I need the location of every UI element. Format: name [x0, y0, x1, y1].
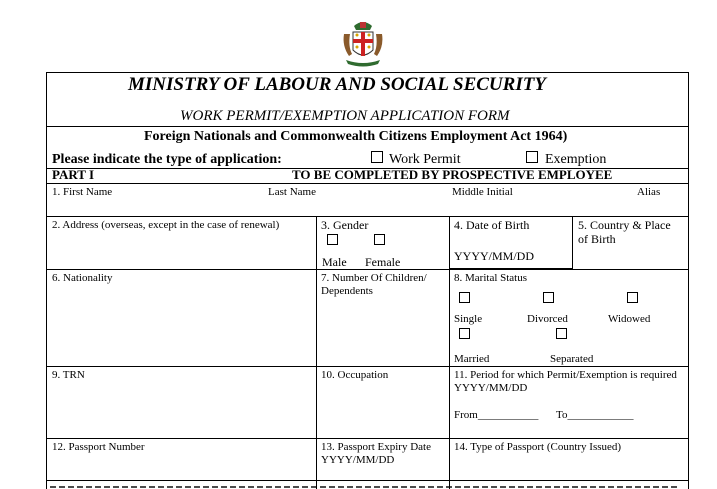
form-title: WORK PERMIT/EXEMPTION APPLICATION FORM	[180, 108, 510, 124]
gender-label: 3. Gender	[321, 218, 369, 232]
widowed-label: Widowed	[608, 313, 651, 325]
married-checkbox[interactable]	[459, 328, 470, 339]
period-to[interactable]: To____________	[556, 409, 634, 421]
dob-format: YYYY/MM/DD	[454, 249, 535, 263]
married-label: Married	[454, 353, 490, 365]
single-label: Single	[454, 313, 483, 325]
application-type-prompt: Please indicate the type of application:	[52, 152, 282, 167]
address-label: 2. Address (overseas, except in the case of renewal)	[52, 219, 280, 231]
trn-label: 9. TRN	[52, 369, 85, 381]
act-title: Foreign Nationals and Commonwealth Citizens Employment Act 1964)	[144, 129, 568, 144]
work-permit-label: Work Permit	[389, 152, 461, 167]
passport-type-label: 14. Type of Passport (Country Issued)	[454, 441, 622, 453]
divorced-label: Divorced	[527, 313, 568, 325]
dob-label: 4. Date of Birth	[454, 218, 530, 232]
widowed-checkbox[interactable]	[627, 292, 638, 303]
coat-of-arms-icon	[340, 20, 386, 68]
female-label: Female	[365, 255, 401, 269]
part-label: PART I	[52, 167, 95, 182]
marital-status-label: 8. Marital Status	[454, 272, 528, 284]
single-checkbox[interactable]	[459, 292, 470, 303]
male-checkbox[interactable]	[327, 234, 338, 245]
occupation-label: 10. Occupation	[321, 369, 389, 381]
exemption-label: Exemption	[545, 152, 607, 167]
part-title: TO BE COMPLETED BY PROSPECTIVE EMPLOYEE	[292, 167, 613, 182]
alias-label: Alias	[637, 186, 661, 198]
children-label: 7. Number Of Children/ Dependents	[321, 272, 427, 297]
divorced-checkbox[interactable]	[543, 292, 554, 303]
ministry-title: MINISTRY OF LABOUR AND SOCIAL SECURITY	[128, 74, 546, 95]
exemption-checkbox[interactable]	[526, 151, 538, 163]
cut-off-row-edge	[50, 484, 680, 489]
first-name-label: 1. First Name	[52, 186, 113, 198]
last-name-label: Last Name	[268, 186, 316, 198]
passport-expiry-label: 13. Passport Expiry Date YYYY/MM/DD	[321, 441, 431, 466]
male-label: Male	[322, 255, 347, 269]
period-from[interactable]: From___________	[454, 409, 539, 421]
separated-checkbox[interactable]	[556, 328, 567, 339]
passport-number-label: 12. Passport Number	[52, 441, 145, 453]
nationality-label: 6. Nationality	[52, 272, 113, 284]
period-label: 11. Period for which Permit/Exemption is required YYYY/MM/DD	[454, 369, 677, 394]
separated-label: Separated	[550, 353, 594, 365]
work-permit-checkbox[interactable]	[371, 151, 383, 163]
middle-initial-label: Middle Initial	[452, 186, 513, 198]
female-checkbox[interactable]	[374, 234, 385, 245]
country-label: 5. Country & Place of Birth	[578, 218, 671, 246]
